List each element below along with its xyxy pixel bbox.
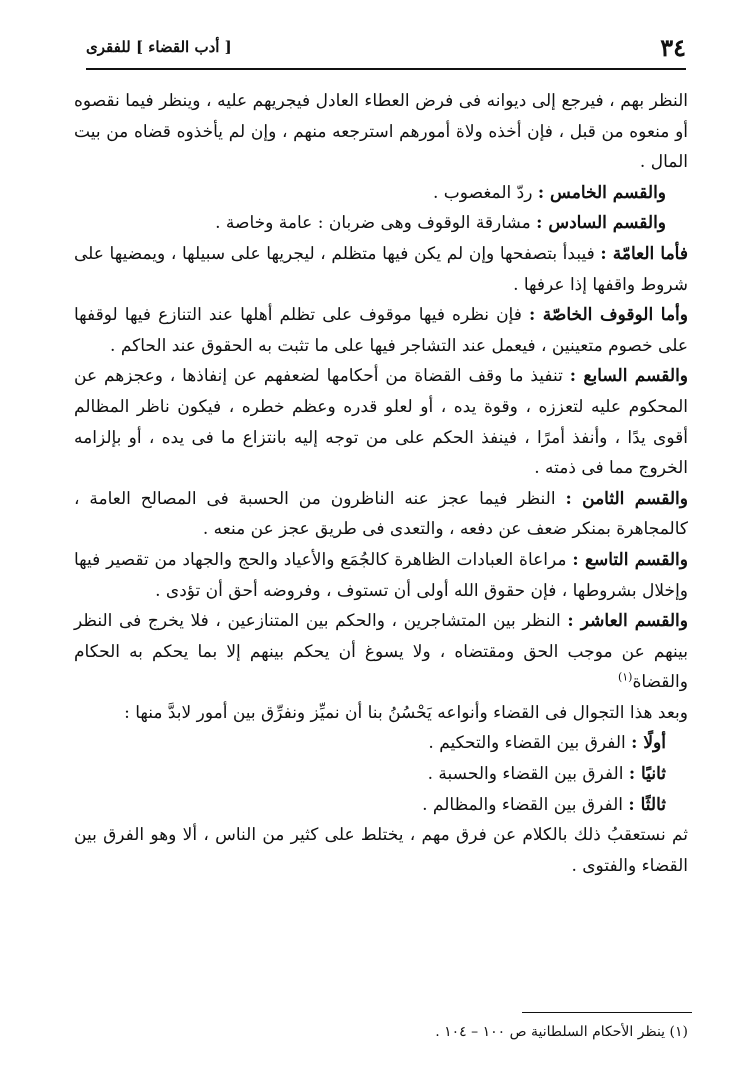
list-item-third [74, 790, 688, 821]
paragraph-section-8 [74, 484, 688, 545]
paragraph-text: ردّ المغصوب . [433, 182, 538, 203]
paragraph-text: وبعد هذا التجوال فى القضاء وأنواعه يَحْسُنُ بنا أن نميِّز ونفرِّق بين أمور لابدَّ منها : [124, 702, 688, 723]
paragraph-text: تنفيذ ما وقف القضاة من أحكامها لضعفهم عن إنفاذها ، وعجزهم عن المحكوم عليه لتعززه ، وقوة يده ، أو لعلو قدره وعظم خطره ، فيكون ناظر المظالم أقوى يدًا ، وأنفذ أمرًا ، فينفذ الحكم على من توجه إليه بانتزاع ما فى يده ، أو بإلزامه الخروج مما فى ذمته . [74, 366, 688, 479]
paragraph-text: النظر بهم ، فيرجع إلى ديوانه فى فرض العطاء العادل فيجريهم عليه ، وينظر فيما نقصوه أو منعوه من قبل ، فإن أخذه ولاة أمورهم استرجعه منهم ، وإن لم يأخذوه قضاه من بيت المال . [74, 91, 688, 173]
paragraph-heading: والقسم العاشر : [567, 611, 688, 632]
paragraph-heading: والقسم السابع : [569, 366, 688, 387]
paragraph-section-7 [74, 361, 688, 483]
list-item-text: الفرق بين القضاء والمظالم . [422, 794, 629, 815]
running-title: [ أدب القضاء ] للفقرى [86, 38, 232, 56]
paragraph-text: فيبدأ بتصفحها وإن لم يكن فيها متظلم ، ليجريها على سبيلها ، ويمضيها على شروط واقفها إذا عرفها . [74, 243, 688, 295]
paragraph-closing [74, 820, 688, 881]
list-item-text: الفرق بين القضاء والحسبة . [427, 764, 629, 785]
page-number: ٣٤ [660, 32, 686, 62]
paragraph-text: النظر بين المتشاجرين ، والحكم بين المتنازعين ، فلا يخرج فى النظر بينهم عن موجب الحق ومقتضاه ، ولا يسوغ أن يحكم بينهم إلا بما يحكم به الحكام والقضاة [74, 611, 688, 693]
header-rule [86, 68, 686, 70]
paragraph-general-waqf [74, 239, 688, 300]
paragraph-heading: والقسم الثامن : [565, 488, 688, 509]
paragraph-section-10 [74, 606, 688, 698]
list-item-text: الفرق بين القضاء والتحكيم . [428, 733, 632, 754]
paragraph-text: فإن نظره فيها موقوف على تظلم أهلها عند التنازع فيها لوقفها على خصوم متعينين ، فيعمل عند التشاجر فيها على ما تثبت به الحقوق عند الحاكم . [74, 305, 688, 356]
paragraph-section-9 [74, 545, 688, 606]
paragraph-text: مراعاة العبادات الظاهرة كالجُمَع والأعياد والحج والجهاد من تقصير فيها وإخلال بشروطها ، فإن حقوق الله أولى أن تستوف ، وفروضه أحق أن تؤدى . [74, 549, 688, 601]
paragraph-heading: وأما الوقوف الخاصّة : [528, 305, 688, 326]
page-header [86, 30, 686, 64]
footnote-reference[interactable]: (١) [617, 670, 633, 684]
list-item-label: ثالثًا : [628, 794, 666, 815]
paragraph-text: النظر فيما عجز عنه الناظرون من الحسبة فى المصالح العامة ، كالمجاهرة بمنكر ضعف عن دفعه ، والتعدى فى طريق عجز عن منعه . [74, 488, 688, 540]
paragraph-text: مشارقة الوقوف وهى ضربان : عامة وخاصة . [215, 213, 537, 234]
paragraph-heading: والقسم الخامس : [537, 182, 666, 203]
paragraph-distinctions-intro [74, 698, 688, 729]
list-item-second [74, 759, 688, 790]
list-item-label: أولًا : [631, 733, 666, 754]
paragraph-section-6 [74, 208, 688, 239]
paragraph-heading: والقسم السادس : [536, 213, 666, 234]
paragraph-text: ثم نستعقبُ ذلك بالكلام عن فرق مهم ، يختلط على كثير من الناس ، ألا وهو الفرق بين القضاء والفتوى . [74, 825, 688, 876]
footnote-rule [522, 1012, 692, 1013]
list-item-first [74, 728, 688, 759]
paragraph-heading: فأما العامّة : [600, 243, 688, 264]
main-text [74, 86, 688, 881]
paragraph-private-waqf [74, 300, 688, 361]
list-item-label: ثانيًا : [628, 764, 666, 785]
paragraph-heading: والقسم التاسع : [572, 549, 688, 570]
footnote: (١) ينظر الأحكام السلطانية ص ١٠٠ – ١٠٤ . [435, 1024, 688, 1040]
paragraph-section-5 [74, 178, 688, 209]
paragraph-continuation [74, 86, 688, 178]
